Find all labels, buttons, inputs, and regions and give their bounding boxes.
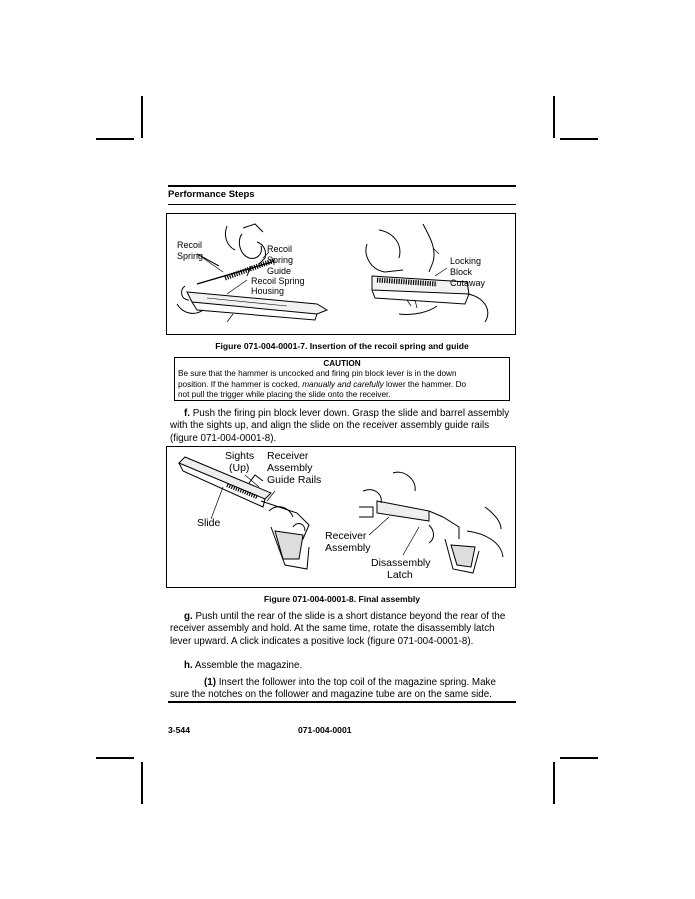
- step-f-marker: f.: [184, 408, 190, 419]
- recoil-spring-insertion-drawing: [177, 224, 327, 322]
- section-header: [168, 185, 516, 200]
- label-receiver-rails-1: Receiver: [267, 450, 309, 462]
- caution-line-2: [178, 380, 506, 390]
- leader-recoil-spring: [203, 258, 223, 272]
- leader-disassembly-latch: [403, 527, 419, 555]
- label-slide: Slide: [197, 517, 221, 529]
- label-recoil-spring-guide-1: Recoil: [267, 244, 293, 254]
- caution-box: [174, 357, 510, 401]
- crop-mark-top-right-v: [553, 96, 555, 138]
- task-number: 071-004-0001: [298, 725, 352, 735]
- step-h-text: Assemble the magazine.: [192, 660, 303, 671]
- label-sights-1: Sights: [225, 450, 255, 462]
- label-recoil-spring-2: Spring: [177, 251, 204, 261]
- figure-7: [166, 213, 516, 335]
- caution-line-2a: position. If the hammer is cocked,: [178, 379, 303, 389]
- leader-slide: [211, 487, 223, 519]
- crop-mark-bottom-left-h: [96, 757, 134, 759]
- caution-line-3: not pull the trigger while placing the slide onto the receiver.: [178, 389, 391, 399]
- step-h-1-text: Insert the follower into the top coil of the magazine spring. Make sure the notches on the follower and magazine tube are on the same side.: [170, 677, 496, 701]
- label-locking-block-3: Cutaway: [450, 278, 486, 288]
- step-f-text: Push the firing pin block lever down. Grasp the slide and barrel assembly with the sights up, and align the slide on the receiver assembly guide rails (figure 071-004-0001-8).: [170, 408, 510, 444]
- footer-rule: [168, 701, 516, 703]
- step-g-text: Push until the rear of the slide is a short distance beyond the rear of the receiver assembly and hold. At the same time, rotate the disassembly latch lever upward. A click indicates a positive lock (figure 071-004-0001-8).: [170, 611, 506, 647]
- step-h-marker: h.: [184, 660, 193, 671]
- caution-emphasis: manually and carefully: [302, 379, 384, 389]
- figure-8: [166, 446, 516, 588]
- leader-recoil-spring-housing: [227, 280, 247, 294]
- crop-mark-bottom-right-h: [560, 757, 598, 759]
- label-recoil-spring-housing-2: Housing: [251, 286, 285, 296]
- step-h-1: [170, 677, 516, 702]
- caution-line-2c: lower the hammer. Do: [383, 379, 467, 389]
- crop-mark-bottom-left-v: [141, 762, 143, 804]
- crop-mark-top-left-v: [141, 96, 143, 138]
- label-recoil-spring-housing-1: Recoil Spring: [251, 276, 305, 286]
- figure-8-caption: Figure 071-004-0001-8. Final assembly: [263, 594, 421, 604]
- figure-8-illustration: [167, 447, 517, 589]
- page-number: 3-544: [168, 725, 190, 735]
- crop-mark-bottom-right-v: [553, 762, 555, 804]
- label-receiver-assembly-1: Receiver: [325, 530, 367, 542]
- step-f: [170, 408, 516, 445]
- label-locking-block-2: Block: [450, 267, 473, 277]
- step-g-marker: g.: [184, 611, 193, 622]
- crop-mark-top-right-h: [560, 138, 598, 140]
- step-h: [170, 660, 516, 672]
- caution-line-1: Be sure that the hammer is uncocked and firing pin block lever is in the down: [178, 369, 457, 379]
- crop-mark-top-left-h: [96, 138, 134, 140]
- label-receiver-assembly-2: Assembly: [325, 542, 371, 554]
- label-recoil-spring-guide-2: Spring: [267, 255, 294, 265]
- caution-title: CAUTION: [323, 359, 361, 368]
- section-title: Performance Steps: [168, 189, 255, 200]
- label-receiver-rails-2: Assembly: [267, 462, 313, 474]
- label-receiver-rails-3: Guide Rails: [267, 474, 322, 486]
- step-g: [170, 611, 516, 648]
- step-h-1-marker: (1): [204, 677, 216, 688]
- label-locking-block-1: Locking: [450, 256, 482, 266]
- section-header-rule: [168, 204, 516, 205]
- figure-7-caption: Figure 071-004-0001-7. Insertion of the recoil spring and guide: [215, 341, 469, 351]
- leader-locking-block: [435, 268, 447, 276]
- leader-receiver-assembly: [369, 517, 389, 535]
- label-disassembly-latch-1: Disassembly: [371, 557, 431, 569]
- label-sights-2: (Up): [229, 462, 250, 474]
- label-disassembly-latch-2: Latch: [387, 569, 413, 581]
- label-recoil-spring-guide-3: Guide: [267, 266, 292, 276]
- label-recoil-spring-1: Recoil: [177, 240, 203, 250]
- figure-7-illustration: [167, 214, 517, 336]
